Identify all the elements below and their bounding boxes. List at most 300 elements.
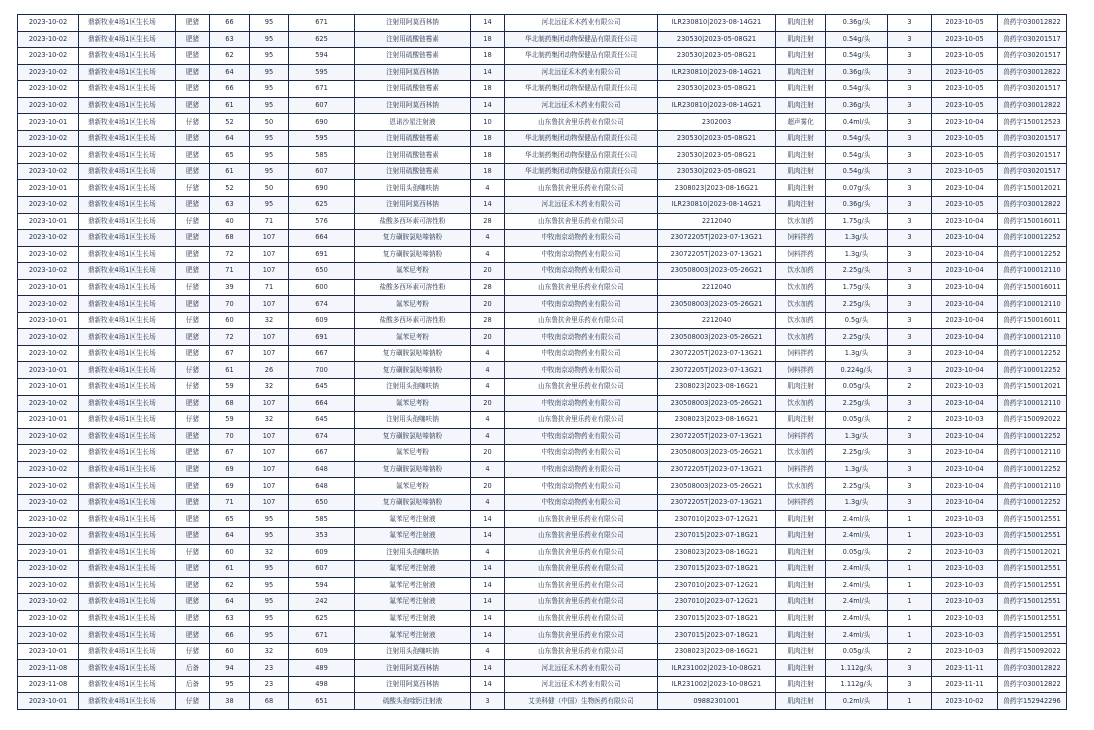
cell-withdrawal-date: 2023-10-05: [932, 64, 998, 81]
cell-farm: 鼎新牧业4场1区生长场: [79, 97, 176, 114]
cell-doses: 2: [888, 412, 932, 429]
cell-house: 23: [250, 660, 289, 677]
cell-batch: ILR230810|2023-08-14G21: [658, 64, 776, 81]
cell-stage: 肥猪: [176, 81, 210, 98]
cell-manufacturer: 山东鲁抗舍里乐药业有限公司: [505, 213, 658, 230]
cell-batch: ILR230810|2023-08-14G21: [658, 197, 776, 214]
cell-date: 2023-10-02: [18, 48, 79, 65]
cell-date: 2023-10-02: [18, 395, 79, 412]
cell-farm: 鼎新牧业4场1区生长场: [79, 48, 176, 65]
table-row: [18, 643, 1067, 660]
cell-drug: 氟苯尼考注射液: [355, 627, 471, 644]
cell-route: 肌肉注射: [776, 544, 826, 561]
cell-drug: 盐酸多西环素可溶性粉: [355, 312, 471, 329]
cell-house: 26: [250, 362, 289, 379]
table-row: [18, 230, 1067, 247]
cell-manufacturer: 山东鲁抗舍里乐药业有限公司: [505, 180, 658, 197]
cell-manufacturer: 华北制药集团动物保健品有限责任公司: [505, 130, 658, 147]
cell-house: 32: [250, 643, 289, 660]
cell-approval-no: 兽药字100012252: [998, 362, 1067, 379]
cell-manufacturer: 山东鲁抗舍里乐药业有限公司: [505, 544, 658, 561]
cell-manufacturer: 中牧南京动物药业有限公司: [505, 230, 658, 247]
cell-doses: 3: [888, 445, 932, 462]
cell-manufacturer: 中牧南京动物药业有限公司: [505, 428, 658, 445]
cell-batch: 23072205T|2023-07-13G21: [658, 428, 776, 445]
cell-house: 107: [250, 395, 289, 412]
cell-age: 68: [210, 395, 250, 412]
cell-manufacturer: 河北远征禾木药业有限公司: [505, 676, 658, 693]
cell-date: 2023-10-02: [18, 577, 79, 594]
cell-date: 2023-10-02: [18, 97, 79, 114]
cell-dosage: 2.25g/头: [826, 445, 888, 462]
cell-stage: 肥猪: [176, 163, 210, 180]
table-row: [18, 329, 1067, 346]
cell-date: 2023-10-01: [18, 213, 79, 230]
cell-doses: 3: [888, 345, 932, 362]
cell-count: 625: [289, 31, 355, 48]
cell-count: 671: [289, 15, 355, 32]
cell-count: 691: [289, 329, 355, 346]
cell-count: 609: [289, 643, 355, 660]
cell-stage: 仔猪: [176, 312, 210, 329]
cell-dosage: 2.4ml/头: [826, 527, 888, 544]
cell-doses: 1: [888, 594, 932, 611]
cell-batch: 09882301001: [658, 693, 776, 710]
cell-house: 107: [250, 246, 289, 263]
cell-count: 690: [289, 180, 355, 197]
cell-house: 95: [250, 147, 289, 164]
cell-dosage: 2.4ml/头: [826, 594, 888, 611]
cell-dosage: 0.54g/头: [826, 130, 888, 147]
cell-days: 14: [471, 64, 505, 81]
cell-doses: 1: [888, 627, 932, 644]
cell-approval-no: 兽药字100012252: [998, 246, 1067, 263]
cell-stage: 仔猪: [176, 412, 210, 429]
cell-house: 95: [250, 594, 289, 611]
cell-stage: 仔猪: [176, 379, 210, 396]
table-row: [18, 660, 1067, 677]
cell-doses: 3: [888, 246, 932, 263]
cell-days: 4: [471, 643, 505, 660]
cell-batch: 2307015|2023-07-18G21: [658, 627, 776, 644]
cell-withdrawal-date: 2023-10-03: [932, 627, 998, 644]
cell-age: 65: [210, 511, 250, 528]
cell-batch: 230530|2023-05-08G21: [658, 81, 776, 98]
cell-days: 4: [471, 494, 505, 511]
cell-date: 2023-10-02: [18, 31, 79, 48]
cell-count: 674: [289, 296, 355, 313]
table-row: [18, 296, 1067, 313]
cell-batch: 230530|2023-05-08G21: [658, 48, 776, 65]
cell-days: 4: [471, 362, 505, 379]
table-row: [18, 130, 1067, 147]
table-row: [18, 97, 1067, 114]
cell-days: 20: [471, 296, 505, 313]
cell-days: 20: [471, 445, 505, 462]
cell-manufacturer: 华北制药集团动物保健品有限责任公司: [505, 31, 658, 48]
cell-days: 4: [471, 544, 505, 561]
cell-manufacturer: 山东鲁抗舍里乐药业有限公司: [505, 511, 658, 528]
cell-date: 2023-10-02: [18, 230, 79, 247]
cell-drug: 硫酸头孢喹肟注射液: [355, 693, 471, 710]
table-row: [18, 114, 1067, 131]
cell-dosage: 1.112g/头: [826, 660, 888, 677]
cell-days: 3: [471, 693, 505, 710]
cell-withdrawal-date: 2023-10-04: [932, 230, 998, 247]
cell-days: 14: [471, 660, 505, 677]
cell-dosage: 0.05g/头: [826, 379, 888, 396]
cell-batch: ILR230810|2023-08-14G21: [658, 15, 776, 32]
cell-count: 690: [289, 114, 355, 131]
cell-count: 595: [289, 64, 355, 81]
cell-withdrawal-date: 2023-10-05: [932, 81, 998, 98]
table-row: [18, 180, 1067, 197]
cell-approval-no: 兽药字152942296: [998, 693, 1067, 710]
cell-doses: 3: [888, 279, 932, 296]
cell-farm: 鼎新牧业4场1区生长场: [79, 114, 176, 131]
cell-approval-no: 兽药字030012822: [998, 64, 1067, 81]
cell-batch: 2308023|2023-08-16G21: [658, 412, 776, 429]
cell-withdrawal-date: 2023-10-04: [932, 296, 998, 313]
cell-approval-no: 兽药字100012252: [998, 494, 1067, 511]
cell-batch: 230508003|2023-05-26G21: [658, 263, 776, 280]
cell-farm: 鼎新牧业4场1区生长场: [79, 610, 176, 627]
cell-count: 585: [289, 147, 355, 164]
cell-farm: 鼎新牧业4场1区生长场: [79, 693, 176, 710]
cell-manufacturer: 山东鲁抗舍里乐药业有限公司: [505, 561, 658, 578]
cell-stage: 肥猪: [176, 494, 210, 511]
cell-farm: 鼎新牧业4场1区生长场: [79, 147, 176, 164]
table-row: [18, 412, 1067, 429]
cell-route: 饲料拌药: [776, 461, 826, 478]
cell-doses: 3: [888, 64, 932, 81]
cell-farm: 鼎新牧业4场1区生长场: [79, 197, 176, 214]
cell-drug: 氟苯尼考粉: [355, 445, 471, 462]
cell-doses: 1: [888, 693, 932, 710]
cell-count: 607: [289, 163, 355, 180]
cell-manufacturer: 中牧南京动物药业有限公司: [505, 345, 658, 362]
cell-route: 饮水加药: [776, 329, 826, 346]
cell-withdrawal-date: 2023-10-04: [932, 114, 998, 131]
cell-batch: 23072205T|2023-07-13G21: [658, 246, 776, 263]
cell-drug: 注射用硫酸链霉素: [355, 81, 471, 98]
cell-route: 饮水加药: [776, 213, 826, 230]
cell-manufacturer: 艾美科健（中国）生物医药有限公司: [505, 693, 658, 710]
cell-date: 2023-10-02: [18, 246, 79, 263]
cell-stage: 肥猪: [176, 263, 210, 280]
cell-stage: 肥猪: [176, 64, 210, 81]
cell-doses: 3: [888, 130, 932, 147]
table-row: [18, 213, 1067, 230]
cell-route: 肌肉注射: [776, 97, 826, 114]
cell-withdrawal-date: 2023-10-04: [932, 180, 998, 197]
cell-approval-no: 兽药字150012523: [998, 114, 1067, 131]
cell-dosage: 0.54g/头: [826, 48, 888, 65]
cell-manufacturer: 河北远征禾木药业有限公司: [505, 660, 658, 677]
cell-dosage: 2.4ml/头: [826, 610, 888, 627]
cell-route: 肌肉注射: [776, 527, 826, 544]
cell-age: 71: [210, 494, 250, 511]
cell-dosage: 0.05g/头: [826, 544, 888, 561]
cell-house: 95: [250, 130, 289, 147]
cell-route: 肌肉注射: [776, 379, 826, 396]
cell-stage: 肥猪: [176, 395, 210, 412]
cell-drug: 注射用头孢噻呋钠: [355, 412, 471, 429]
cell-age: 72: [210, 246, 250, 263]
cell-manufacturer: 山东鲁抗舍里乐药业有限公司: [505, 527, 658, 544]
cell-days: 18: [471, 81, 505, 98]
cell-manufacturer: 山东鲁抗舍里乐药业有限公司: [505, 643, 658, 660]
cell-drug: 氟苯尼考粉: [355, 263, 471, 280]
cell-count: 595: [289, 130, 355, 147]
cell-manufacturer: 山东鲁抗舍里乐药业有限公司: [505, 279, 658, 296]
cell-stage: 肥猪: [176, 197, 210, 214]
cell-stage: 肥猪: [176, 329, 210, 346]
table-row: [18, 197, 1067, 214]
cell-days: 14: [471, 594, 505, 611]
cell-age: 40: [210, 213, 250, 230]
cell-age: 61: [210, 97, 250, 114]
cell-date: 2023-10-02: [18, 147, 79, 164]
cell-count: 671: [289, 627, 355, 644]
table-row: [18, 461, 1067, 478]
cell-route: 肌肉注射: [776, 15, 826, 32]
cell-stage: 肥猪: [176, 345, 210, 362]
cell-dosage: 1.3g/头: [826, 428, 888, 445]
cell-age: 61: [210, 561, 250, 578]
cell-withdrawal-date: 2023-10-04: [932, 246, 998, 263]
cell-farm: 鼎新牧业4场1区生长场: [79, 130, 176, 147]
cell-withdrawal-date: 2023-11-11: [932, 660, 998, 677]
cell-doses: 3: [888, 461, 932, 478]
cell-days: 14: [471, 627, 505, 644]
cell-date: 2023-10-02: [18, 445, 79, 462]
cell-farm: 鼎新牧业4场1区生长场: [79, 643, 176, 660]
cell-dosage: 0.36g/头: [826, 64, 888, 81]
cell-house: 95: [250, 577, 289, 594]
cell-count: 625: [289, 610, 355, 627]
cell-approval-no: 兽药字100012110: [998, 263, 1067, 280]
cell-age: 65: [210, 147, 250, 164]
cell-drug: 氟苯尼考注射液: [355, 561, 471, 578]
cell-route: 肌肉注射: [776, 660, 826, 677]
cell-farm: 鼎新牧业4场1区生长场: [79, 163, 176, 180]
cell-doses: 3: [888, 428, 932, 445]
cell-manufacturer: 中牧南京动物药业有限公司: [505, 445, 658, 462]
cell-approval-no: 兽药字150012021: [998, 544, 1067, 561]
cell-doses: 3: [888, 31, 932, 48]
table-row: [18, 577, 1067, 594]
cell-approval-no: 兽药字150016011: [998, 213, 1067, 230]
cell-house: 95: [250, 610, 289, 627]
cell-doses: 3: [888, 48, 932, 65]
cell-drug: 注射用硫酸链霉素: [355, 48, 471, 65]
cell-drug: 复方磺胺氯哒嗪钠粉: [355, 362, 471, 379]
cell-approval-no: 兽药字150012551: [998, 511, 1067, 528]
cell-batch: 2212040: [658, 213, 776, 230]
cell-manufacturer: 河北远征禾木药业有限公司: [505, 197, 658, 214]
cell-doses: 3: [888, 494, 932, 511]
cell-date: 2023-10-02: [18, 296, 79, 313]
cell-farm: 鼎新牧业4场1区生长场: [79, 511, 176, 528]
cell-batch: 2307015|2023-07-18G21: [658, 561, 776, 578]
cell-age: 67: [210, 345, 250, 362]
cell-dosage: 2.4ml/头: [826, 627, 888, 644]
cell-age: 38: [210, 693, 250, 710]
cell-count: 625: [289, 197, 355, 214]
cell-date: 2023-10-02: [18, 329, 79, 346]
cell-withdrawal-date: 2023-10-03: [932, 412, 998, 429]
cell-days: 14: [471, 15, 505, 32]
cell-doses: 3: [888, 395, 932, 412]
cell-age: 60: [210, 312, 250, 329]
cell-age: 72: [210, 329, 250, 346]
table-row: [18, 627, 1067, 644]
cell-farm: 鼎新牧业4场1区生长场: [79, 577, 176, 594]
cell-approval-no: 兽药字030012822: [998, 97, 1067, 114]
cell-stage: 肥猪: [176, 147, 210, 164]
cell-date: 2023-10-01: [18, 180, 79, 197]
cell-approval-no: 兽药字150012551: [998, 577, 1067, 594]
cell-drug: 复方磺胺氯哒嗪钠粉: [355, 494, 471, 511]
cell-farm: 鼎新牧业4场1区生长场: [79, 395, 176, 412]
cell-stage: 肥猪: [176, 296, 210, 313]
cell-approval-no: 兽药字030201517: [998, 31, 1067, 48]
cell-approval-no: 兽药字150012551: [998, 627, 1067, 644]
cell-date: 2023-10-02: [18, 263, 79, 280]
cell-route: 饮水加药: [776, 445, 826, 462]
cell-route: 肌肉注射: [776, 627, 826, 644]
cell-stage: 肥猪: [176, 511, 210, 528]
cell-farm: 鼎新牧业4场1区生长场: [79, 329, 176, 346]
cell-count: 650: [289, 494, 355, 511]
cell-date: 2023-10-02: [18, 478, 79, 495]
cell-house: 32: [250, 544, 289, 561]
cell-house: 107: [250, 445, 289, 462]
cell-count: 607: [289, 561, 355, 578]
cell-age: 71: [210, 263, 250, 280]
cell-count: 594: [289, 577, 355, 594]
cell-farm: 鼎新牧业4场1区生长场: [79, 412, 176, 429]
cell-dosage: 0.36g/头: [826, 15, 888, 32]
cell-farm: 鼎新牧业4场1区生长场: [79, 263, 176, 280]
cell-batch: 2307010|2023-07-12G21: [658, 594, 776, 611]
cell-dosage: 0.05g/头: [826, 412, 888, 429]
cell-date: 2023-10-02: [18, 15, 79, 32]
cell-dosage: 1.3g/头: [826, 345, 888, 362]
cell-route: 饲料拌药: [776, 362, 826, 379]
cell-age: 69: [210, 461, 250, 478]
cell-date: 2023-10-02: [18, 511, 79, 528]
cell-drug: 氟苯尼考注射液: [355, 577, 471, 594]
cell-days: 18: [471, 147, 505, 164]
cell-dosage: 1.3g/头: [826, 461, 888, 478]
cell-count: 664: [289, 230, 355, 247]
table-row: [18, 693, 1067, 710]
cell-batch: 230530|2023-05-08G21: [658, 31, 776, 48]
cell-route: 肌肉注射: [776, 676, 826, 693]
cell-batch: 230530|2023-05-08G21: [658, 163, 776, 180]
cell-approval-no: 兽药字150012551: [998, 527, 1067, 544]
table-row: [18, 64, 1067, 81]
cell-house: 107: [250, 263, 289, 280]
cell-house: 107: [250, 329, 289, 346]
cell-count: 648: [289, 461, 355, 478]
cell-stage: 仔猪: [176, 362, 210, 379]
cell-farm: 鼎新牧业4场1区生长场: [79, 379, 176, 396]
cell-date: 2023-10-01: [18, 544, 79, 561]
cell-withdrawal-date: 2023-10-03: [932, 594, 998, 611]
cell-farm: 鼎新牧业4场1区生长场: [79, 660, 176, 677]
cell-drug: 盐酸多西环素可溶性粉: [355, 279, 471, 296]
cell-withdrawal-date: 2023-10-04: [932, 362, 998, 379]
cell-count: 645: [289, 412, 355, 429]
cell-count: 691: [289, 246, 355, 263]
cell-farm: 鼎新牧业4场1区生长场: [79, 213, 176, 230]
cell-manufacturer: 山东鲁抗舍里乐药业有限公司: [505, 594, 658, 611]
cell-manufacturer: 河北远征禾木药业有限公司: [505, 97, 658, 114]
table-row: [18, 15, 1067, 32]
table-row: [18, 48, 1067, 65]
cell-count: 671: [289, 81, 355, 98]
cell-manufacturer: 中牧南京动物药业有限公司: [505, 478, 658, 495]
cell-days: 4: [471, 246, 505, 263]
table-row: [18, 395, 1067, 412]
cell-stage: 肥猪: [176, 478, 210, 495]
cell-batch: ILR230810|2023-08-14G21: [658, 97, 776, 114]
cell-batch: 2307015|2023-07-18G21: [658, 527, 776, 544]
cell-batch: 2212040: [658, 279, 776, 296]
cell-date: 2023-10-02: [18, 197, 79, 214]
cell-batch: 230508003|2023-05-26G21: [658, 329, 776, 346]
cell-dosage: 0.54g/头: [826, 163, 888, 180]
cell-doses: 1: [888, 527, 932, 544]
cell-approval-no: 兽药字150016011: [998, 312, 1067, 329]
cell-date: 2023-10-01: [18, 412, 79, 429]
cell-date: 2023-10-01: [18, 114, 79, 131]
cell-dosage: 2.4ml/头: [826, 511, 888, 528]
cell-withdrawal-date: 2023-10-03: [932, 379, 998, 396]
table-body: [18, 15, 1067, 710]
cell-route: 饲料拌药: [776, 246, 826, 263]
cell-days: 4: [471, 379, 505, 396]
cell-house: 107: [250, 345, 289, 362]
cell-drug: 注射用硫酸链霉素: [355, 130, 471, 147]
cell-age: 70: [210, 296, 250, 313]
cell-withdrawal-date: 2023-10-04: [932, 213, 998, 230]
cell-route: 饲料拌药: [776, 494, 826, 511]
cell-age: 66: [210, 81, 250, 98]
cell-stage: 肥猪: [176, 130, 210, 147]
cell-drug: 注射用阿莫西林钠: [355, 15, 471, 32]
cell-days: 18: [471, 130, 505, 147]
cell-manufacturer: 华北制药集团动物保健品有限责任公司: [505, 147, 658, 164]
cell-withdrawal-date: 2023-10-04: [932, 494, 998, 511]
cell-drug: 注射用硫酸链霉素: [355, 147, 471, 164]
cell-approval-no: 兽药字030201517: [998, 163, 1067, 180]
cell-days: 14: [471, 511, 505, 528]
cell-age: 66: [210, 15, 250, 32]
cell-stage: 肥猪: [176, 445, 210, 462]
cell-route: 肌肉注射: [776, 147, 826, 164]
cell-batch: 2308023|2023-08-16G21: [658, 544, 776, 561]
cell-house: 32: [250, 412, 289, 429]
cell-route: 肌肉注射: [776, 561, 826, 578]
cell-route: 肌肉注射: [776, 64, 826, 81]
cell-house: 107: [250, 494, 289, 511]
cell-batch: 23072205T|2023-07-13G21: [658, 494, 776, 511]
cell-dosage: 0.224g/头: [826, 362, 888, 379]
